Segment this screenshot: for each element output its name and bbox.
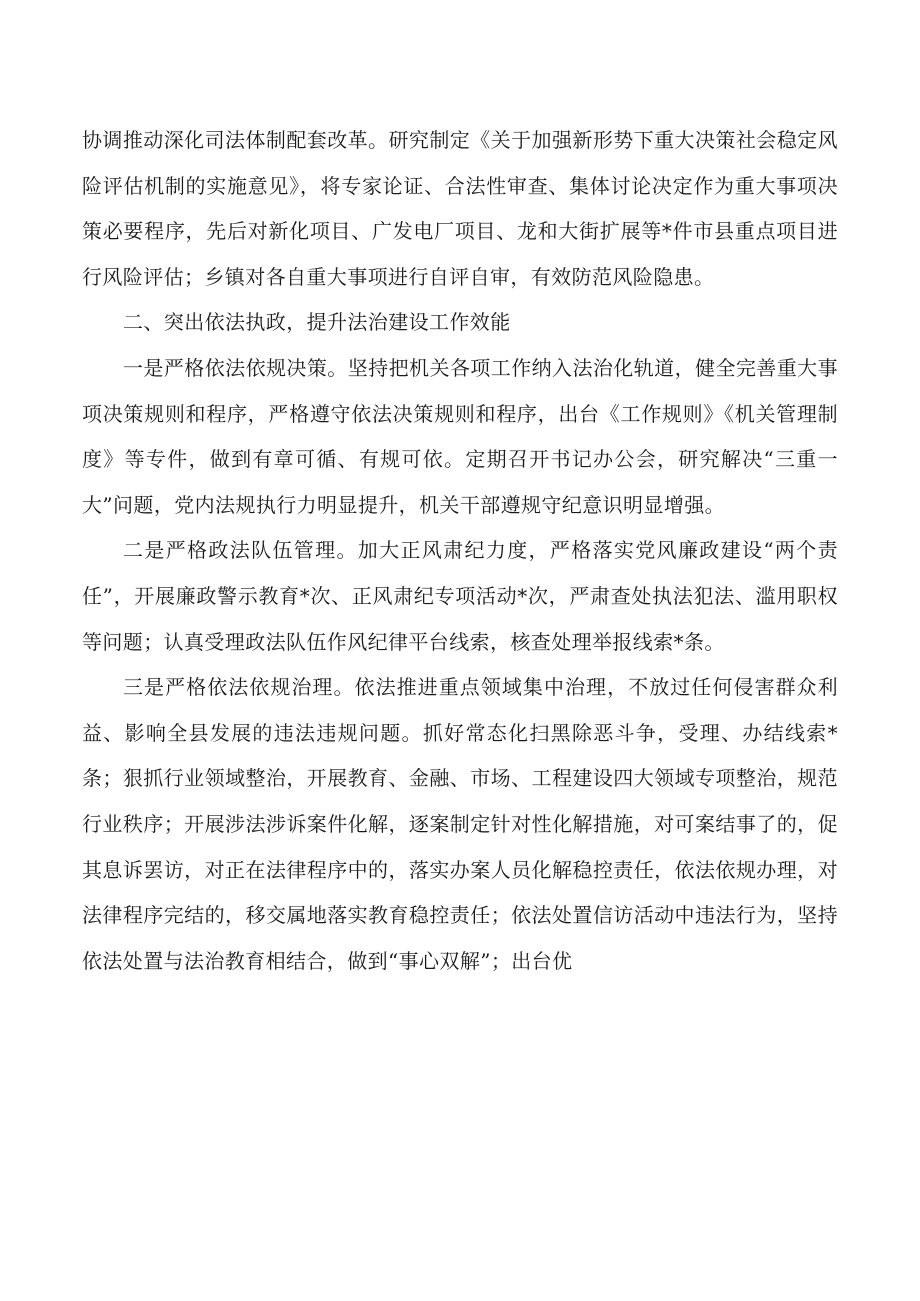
paragraph-team-management: 二是严格政法队伍管理。加大正风肃纪力度，严格落实党风廉政建设“两个责任”，开展廉政警示教育*次、正风肃纪专项活动*次，严肃查处执法犯法、滥用职权等问题；认真受理政法队伍作风纪律平台线索，核查处理举报线索*条。 (82, 538, 838, 654)
paragraph-continued: 协调推动深化司法体制配套改革。研究制定《关于加强新形势下重大决策社会稳定风险评估机制的实施意见》，将专家论证、合法性审查、集体讨论决定作为重大事项决策必要程序，先后对新化项目、广发电厂项目、龙和大街扩展等*件市县重点项目进行风险评估；乡镇对各自重大事项进行自评自审，有效防范风险隐患。 (82, 128, 838, 289)
section-heading: 二、突出依法执政，提升法治建设工作效能 (123, 310, 511, 335)
document-page (82, 118, 838, 984)
paragraph-governance: 三是严格依法依规治理。依法推进重点领域集中治理，不放过任何侵害群众利益、影响全县发展的违法违规问题。抓好常态化扫黑除恶斗争，受理、办结线索*条；狠抓行业领域整治，开展教育、金融、市场、工程建设四大领域专项整治，规范行业秩序；开展涉法涉诉案件化解，逐案制定针对性化解措施，对可案结事了的，促其息诉罢访，对正在法律程序中的，落实办案人员化解稳控责任，依法依规办理，对法律程序完结的，移交属地落实教育稳控责任；依法处置信访活动中违法行为，坚持依法处置与法治教育相结合，做到“事心双解”；出台优 (82, 675, 838, 973)
paragraph-decision-making: 一是严格依法依规决策。坚持把机关各项工作纳入法治化轨道，健全完善重大事项决策规则和程序，严格遵守依法决策规则和程序，出台《工作规则》《机关管理制度》等专件，做到有章可循、有规可依。定期召开书记办公会，研究解决“三重一大”问题，党内法规执行力明显提升，机关干部遵规守纪意识明显增强。 (82, 355, 838, 517)
